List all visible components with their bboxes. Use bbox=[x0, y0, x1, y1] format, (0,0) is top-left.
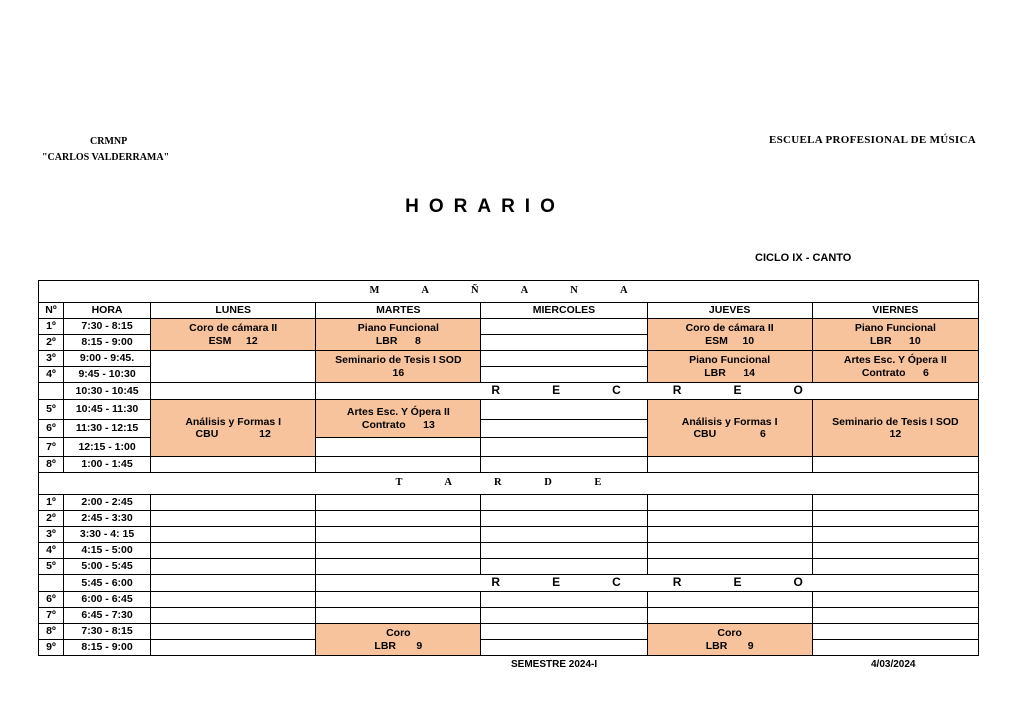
empty-cell bbox=[151, 527, 316, 543]
recess-banner bbox=[316, 383, 979, 400]
period-time: 12:15 - 1:00 bbox=[64, 438, 151, 457]
empty-cell bbox=[151, 592, 316, 608]
recess-letter: R bbox=[672, 575, 682, 590]
class-cell bbox=[647, 624, 812, 656]
class-cell bbox=[151, 400, 316, 457]
empty-cell bbox=[647, 543, 812, 559]
recess-letter: E bbox=[552, 383, 561, 398]
period-time: 6:00 - 6:45 bbox=[64, 592, 151, 608]
empty-cell bbox=[481, 527, 647, 543]
empty-cell bbox=[316, 608, 481, 624]
empty-cell bbox=[481, 495, 647, 511]
class-name: Coro de cámara II bbox=[189, 322, 278, 335]
empty-cell bbox=[481, 624, 647, 640]
class-name: Piano Funcional bbox=[854, 322, 936, 335]
empty-cell bbox=[151, 624, 316, 640]
empty-cell bbox=[481, 559, 647, 575]
period-number: 4º bbox=[39, 543, 64, 559]
period-time: 5:00 - 5:45 bbox=[64, 559, 151, 575]
empty-cell bbox=[151, 575, 316, 592]
class-cell bbox=[647, 319, 812, 351]
empty-cell bbox=[812, 495, 978, 511]
class-name: Análisis y Formas I bbox=[185, 415, 282, 428]
class-cell bbox=[812, 319, 978, 351]
recess-letter: C bbox=[612, 575, 621, 590]
period-number: 6º bbox=[39, 592, 64, 608]
period-number: 5º bbox=[39, 400, 64, 420]
period-number: 6º bbox=[39, 420, 64, 438]
period-number: 4º bbox=[39, 367, 64, 383]
empty-cell bbox=[151, 495, 316, 511]
class-name: Piano Funcional bbox=[689, 354, 771, 367]
column-header-number: Nº bbox=[39, 303, 64, 319]
empty-cell bbox=[316, 511, 481, 527]
empty-cell bbox=[647, 495, 812, 511]
empty-cell bbox=[316, 527, 481, 543]
period-number: 8º bbox=[39, 624, 64, 640]
empty-cell bbox=[812, 640, 978, 656]
column-header-monday: LUNES bbox=[151, 303, 316, 319]
school-name: ESCUELA PROFESIONAL DE MÚSICA bbox=[768, 134, 976, 146]
empty-cell bbox=[481, 592, 647, 608]
recess-letter: E bbox=[733, 383, 742, 398]
class-teacher: ESM 10 bbox=[705, 334, 755, 347]
institution-subtitle: "CARLOS VALDERRAMA" bbox=[42, 152, 170, 163]
empty-cell bbox=[812, 608, 978, 624]
empty-cell bbox=[481, 420, 647, 438]
period-time: 9:45 - 10:30 bbox=[64, 367, 151, 383]
class-name: Coro de cámara II bbox=[685, 322, 774, 335]
empty-cell bbox=[812, 511, 978, 527]
empty-cell bbox=[647, 527, 812, 543]
period-time: 7:30 - 8:15 bbox=[64, 624, 151, 640]
recess-letter: C bbox=[612, 383, 621, 398]
empty-cell bbox=[151, 543, 316, 559]
class-teacher: LBR 14 bbox=[704, 366, 756, 379]
empty-cell bbox=[151, 640, 316, 656]
class-teacher: CBU 6 bbox=[693, 428, 766, 440]
period-number: 8º bbox=[39, 457, 64, 473]
empty-cell bbox=[647, 608, 812, 624]
empty-cell bbox=[812, 527, 978, 543]
afternoon-section-title: T A R D E bbox=[39, 473, 979, 495]
class-teacher: 16 bbox=[392, 366, 405, 379]
empty-cell bbox=[481, 335, 647, 351]
empty-cell bbox=[481, 319, 647, 335]
empty-cell bbox=[481, 511, 647, 527]
empty-cell bbox=[812, 559, 978, 575]
recess-letter: O bbox=[793, 575, 803, 590]
column-header-time: HORA bbox=[64, 303, 151, 319]
empty-cell bbox=[812, 543, 978, 559]
class-cell bbox=[151, 319, 316, 351]
class-name: Coro bbox=[717, 627, 742, 640]
class-cell bbox=[647, 400, 812, 457]
period-time: 8:15 - 9:00 bbox=[64, 335, 151, 351]
empty-cell bbox=[316, 543, 481, 559]
empty-cell bbox=[316, 438, 481, 457]
class-teacher: Contrato 13 bbox=[361, 418, 435, 431]
empty-cell bbox=[481, 640, 647, 656]
class-teacher: 12 bbox=[889, 428, 902, 440]
recess-banner bbox=[316, 575, 979, 592]
recess-letter: O bbox=[793, 383, 803, 398]
class-cell bbox=[316, 400, 481, 438]
period-number: 2º bbox=[39, 511, 64, 527]
empty-cell bbox=[481, 608, 647, 624]
period-number: 3º bbox=[39, 351, 64, 367]
period-time: 5:45 - 6:00 bbox=[64, 575, 151, 592]
recess-letter: E bbox=[733, 575, 742, 590]
empty-cell bbox=[151, 559, 316, 575]
empty-cell bbox=[481, 367, 647, 383]
empty-cell bbox=[316, 495, 481, 511]
class-name: Análisis y Formas I bbox=[681, 415, 778, 428]
class-cell bbox=[316, 319, 481, 351]
class-cell bbox=[316, 351, 481, 383]
class-name: Coro bbox=[386, 627, 411, 640]
empty-cell bbox=[151, 351, 316, 383]
class-teacher: LBR 8 bbox=[375, 334, 421, 347]
recess-letter: R bbox=[672, 383, 682, 398]
empty-cell bbox=[316, 457, 481, 473]
empty-cell bbox=[151, 383, 316, 400]
period-time: 1:00 - 1:45 bbox=[64, 457, 151, 473]
period-number: 7º bbox=[39, 438, 64, 457]
period-number: 3º bbox=[39, 527, 64, 543]
class-name: Seminario de Tesis I SOD bbox=[335, 354, 462, 367]
period-number bbox=[39, 575, 64, 592]
empty-cell bbox=[481, 351, 647, 367]
class-teacher: CBU 12 bbox=[195, 428, 271, 440]
period-time: 8:15 - 9:00 bbox=[64, 640, 151, 656]
empty-cell bbox=[481, 457, 647, 473]
class-teacher: LBR 9 bbox=[705, 639, 754, 652]
class-cell bbox=[812, 400, 978, 457]
cycle-label: CICLO IX - CANTO bbox=[755, 252, 852, 264]
empty-cell bbox=[812, 457, 978, 473]
period-number bbox=[39, 383, 64, 400]
empty-cell bbox=[647, 511, 812, 527]
empty-cell bbox=[812, 624, 978, 640]
period-time: 4:15 - 5:00 bbox=[64, 543, 151, 559]
empty-cell bbox=[316, 592, 481, 608]
column-header-friday: VIERNES bbox=[812, 303, 978, 319]
period-time: 6:45 - 7:30 bbox=[64, 608, 151, 624]
class-cell bbox=[647, 351, 812, 383]
semester-label: SEMESTRE 2024-I bbox=[511, 659, 598, 670]
period-number: 5º bbox=[39, 559, 64, 575]
recess-letter: R bbox=[491, 383, 501, 398]
empty-cell bbox=[481, 438, 647, 457]
period-number: 2º bbox=[39, 335, 64, 351]
class-name: Piano Funcional bbox=[357, 322, 439, 335]
period-number: 1º bbox=[39, 319, 64, 335]
class-name: Seminario de Tesis I SOD bbox=[832, 415, 959, 428]
period-number: 9º bbox=[39, 640, 64, 656]
column-header-wednesday: MIERCOLES bbox=[481, 303, 647, 319]
class-name: Artes Esc. Y Ópera II bbox=[843, 354, 947, 367]
class-teacher: ESM 12 bbox=[208, 334, 258, 347]
empty-cell bbox=[812, 592, 978, 608]
period-time: 2:00 - 2:45 bbox=[64, 495, 151, 511]
period-time: 9:00 - 9:45. bbox=[64, 351, 151, 367]
empty-cell bbox=[647, 457, 812, 473]
column-header-thursday: JUEVES bbox=[647, 303, 812, 319]
empty-cell bbox=[647, 592, 812, 608]
class-teacher: Contrato 6 bbox=[861, 366, 929, 379]
class-name: Artes Esc. Y Ópera II bbox=[346, 406, 450, 419]
morning-section-title: M A Ñ A N A bbox=[39, 281, 979, 303]
period-time: 10:45 - 11:30 bbox=[64, 400, 151, 420]
empty-cell bbox=[647, 559, 812, 575]
empty-cell bbox=[481, 400, 647, 420]
period-time: 3:30 - 4: 15 bbox=[64, 527, 151, 543]
schedule-table bbox=[38, 280, 979, 656]
period-number: 7º bbox=[39, 608, 64, 624]
page-title: HORARIO bbox=[405, 196, 565, 217]
empty-cell bbox=[316, 559, 481, 575]
class-cell bbox=[316, 624, 481, 656]
date-label: 4/03/2024 bbox=[871, 659, 916, 670]
empty-cell bbox=[151, 457, 316, 473]
institution-name: CRMNP bbox=[90, 136, 128, 147]
column-header-tuesday: MARTES bbox=[316, 303, 481, 319]
period-time: 2:45 - 3:30 bbox=[64, 511, 151, 527]
recess-letter: R bbox=[491, 575, 501, 590]
period-time: 11:30 - 12:15 bbox=[64, 420, 151, 438]
period-time: 7:30 - 8:15 bbox=[64, 319, 151, 335]
period-time: 10:30 - 10:45 bbox=[64, 383, 151, 400]
empty-cell bbox=[151, 608, 316, 624]
class-teacher: LBR 9 bbox=[374, 639, 423, 652]
class-teacher: LBR 10 bbox=[869, 334, 921, 347]
recess-letter: E bbox=[552, 575, 561, 590]
empty-cell bbox=[151, 511, 316, 527]
empty-cell bbox=[481, 543, 647, 559]
class-cell bbox=[812, 351, 978, 383]
period-number: 1º bbox=[39, 495, 64, 511]
